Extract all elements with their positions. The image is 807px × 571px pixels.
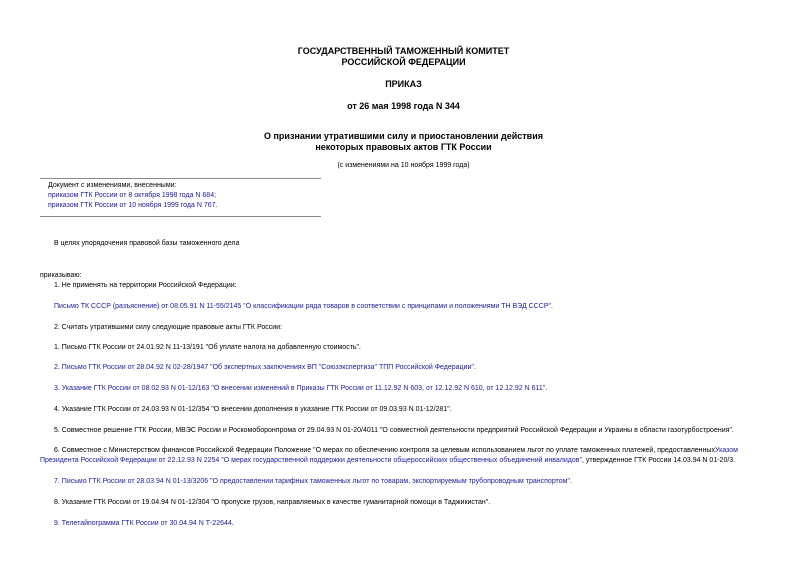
orders-word: приказываю: [40, 272, 82, 279]
list-item-6-link-b[interactable]: Президента Российской Федерации от 22.12.93 N 2254 "О мерах государственной поддержки деятельности общероссийских общественных объединений инвалидов" [40, 457, 582, 464]
list-item-3-link[interactable]: Указание ГТК России от 08.02.93 N 01-12/163 "О внесении изменений в Приказы ГТК России от 11.12.92 N 603, от 12.12.92 N 610, от 12.12.92 N 611" [61, 385, 546, 392]
list-item-6-line1 [54, 447, 738, 454]
list-item-7 [54, 478, 572, 485]
doc-type: ПРИКАЗ [385, 79, 422, 89]
paragraph-1-link[interactable]: Письмо ТК СССР (разъяснение) от 08.05.91 N 11-55/2145 "О классификации ряда товаров в соответствии с принципами и положениями ТН ВЭД СССР". [54, 303, 553, 310]
amendment-link-1[interactable]: приказом ГТК России от 8 октября 1998 года N 684; [48, 192, 217, 199]
list-item-6-text: 6. Совместное с Министерством финансов Российской Федерации Положение "О мерах по обеспечению контроля за целевым использованием льгот по уплате таможенных платежей, предоставленных [54, 447, 715, 454]
list-item-7-number: 7. [54, 478, 62, 485]
list-item-3 [54, 385, 547, 392]
paragraph-2: 2. Считать утратившими силу следующие правовые акты ГТК России: [54, 324, 282, 331]
list-item-3-tail: . [545, 385, 548, 392]
list-item-6-tail: , утвержденное ГТК России 14.03.94 N 01-20/3. [581, 457, 736, 464]
doc-title-line2: некоторых правовых актов ГТК России [315, 142, 492, 152]
list-item-2 [54, 364, 476, 371]
list-item-6-line2 [40, 457, 735, 464]
list-item-2-number: 2. [54, 364, 62, 371]
org-name-line2: РОССИЙСКОЙ ФЕДЕРАЦИИ [341, 57, 466, 67]
list-item-2-tail: . [473, 364, 476, 371]
list-item-3-number: 3. [54, 385, 62, 392]
list-item-9-tail: . [231, 520, 234, 527]
list-item-7-link[interactable]: Письмо ГТК России от 28.03.94 N 01-13/3206 "О предоставлении тарифных таможенных льгот по товарам, экспортируемым трубопроводным транспортом" [61, 478, 570, 485]
list-item-8: 8. Указание ГТК России от 19.04.94 N 01-12/304 "О пропуске грузов, направляемых в качестве гуманитарной помощи в Таджикистан". [54, 499, 491, 506]
doc-date: от 26 мая 1998 года N 344 [347, 101, 460, 111]
list-item-9-link[interactable]: Телетайпограмма ГТК России от 30.04.94 N Т-22644 [61, 520, 232, 527]
list-item-9 [54, 520, 234, 527]
amendment-link-2[interactable]: приказом ГТК России от 10 ноября 1999 года N 767. [48, 202, 218, 209]
changes-note: (с изменениями на 10 ноября 1999 года) [337, 162, 470, 169]
org-name-line1: ГОСУДАРСТВЕННЫЙ ТАМОЖЕННЫЙ КОМИТЕТ [297, 46, 510, 56]
divider-bottom [40, 216, 321, 217]
list-item-5: 5. Совместное решение ГТК России, МВЭС России и Роскомоборонпрома от 29.04.93 N 01-20/4011 "О совместной деятельности предприятий Российской Федерации и Украины в области газотурбостроения". [54, 427, 734, 434]
list-item-7-tail: . [569, 478, 572, 485]
list-item-2-link[interactable]: Письмо ГТК России от 28.04.92 N 02-28/1947 "Об экспертных заключениях ВП "Союзэкспертиза" ТПП Российской Федерации" [61, 364, 474, 371]
preamble: В целях упорядочения правовой базы таможенного дела [54, 240, 240, 247]
list-item-9-number: 9. [54, 520, 62, 527]
paragraph-1: 1. Не применять на территории Российской Федерации: [54, 282, 237, 289]
list-item-6-link-a[interactable]: Указом [714, 447, 738, 454]
doc-title-line1: О признании утратившими силу и приостановлении действия [264, 131, 543, 141]
list-item-1: 1. Письмо ГТК России от 24.01.92 N 11-13/191 "Об уплате налога на добавленную стоимость". [54, 344, 361, 351]
amendments-intro: Документ с изменениями, внесенными: [48, 182, 177, 189]
list-item-4: 4. Указание ГТК России от 24.03.93 N 01-12/354 "О внесении дополнения в указание ГТК России от 09.03.93 N 01-12/281". [54, 406, 452, 413]
divider-top [40, 178, 321, 179]
